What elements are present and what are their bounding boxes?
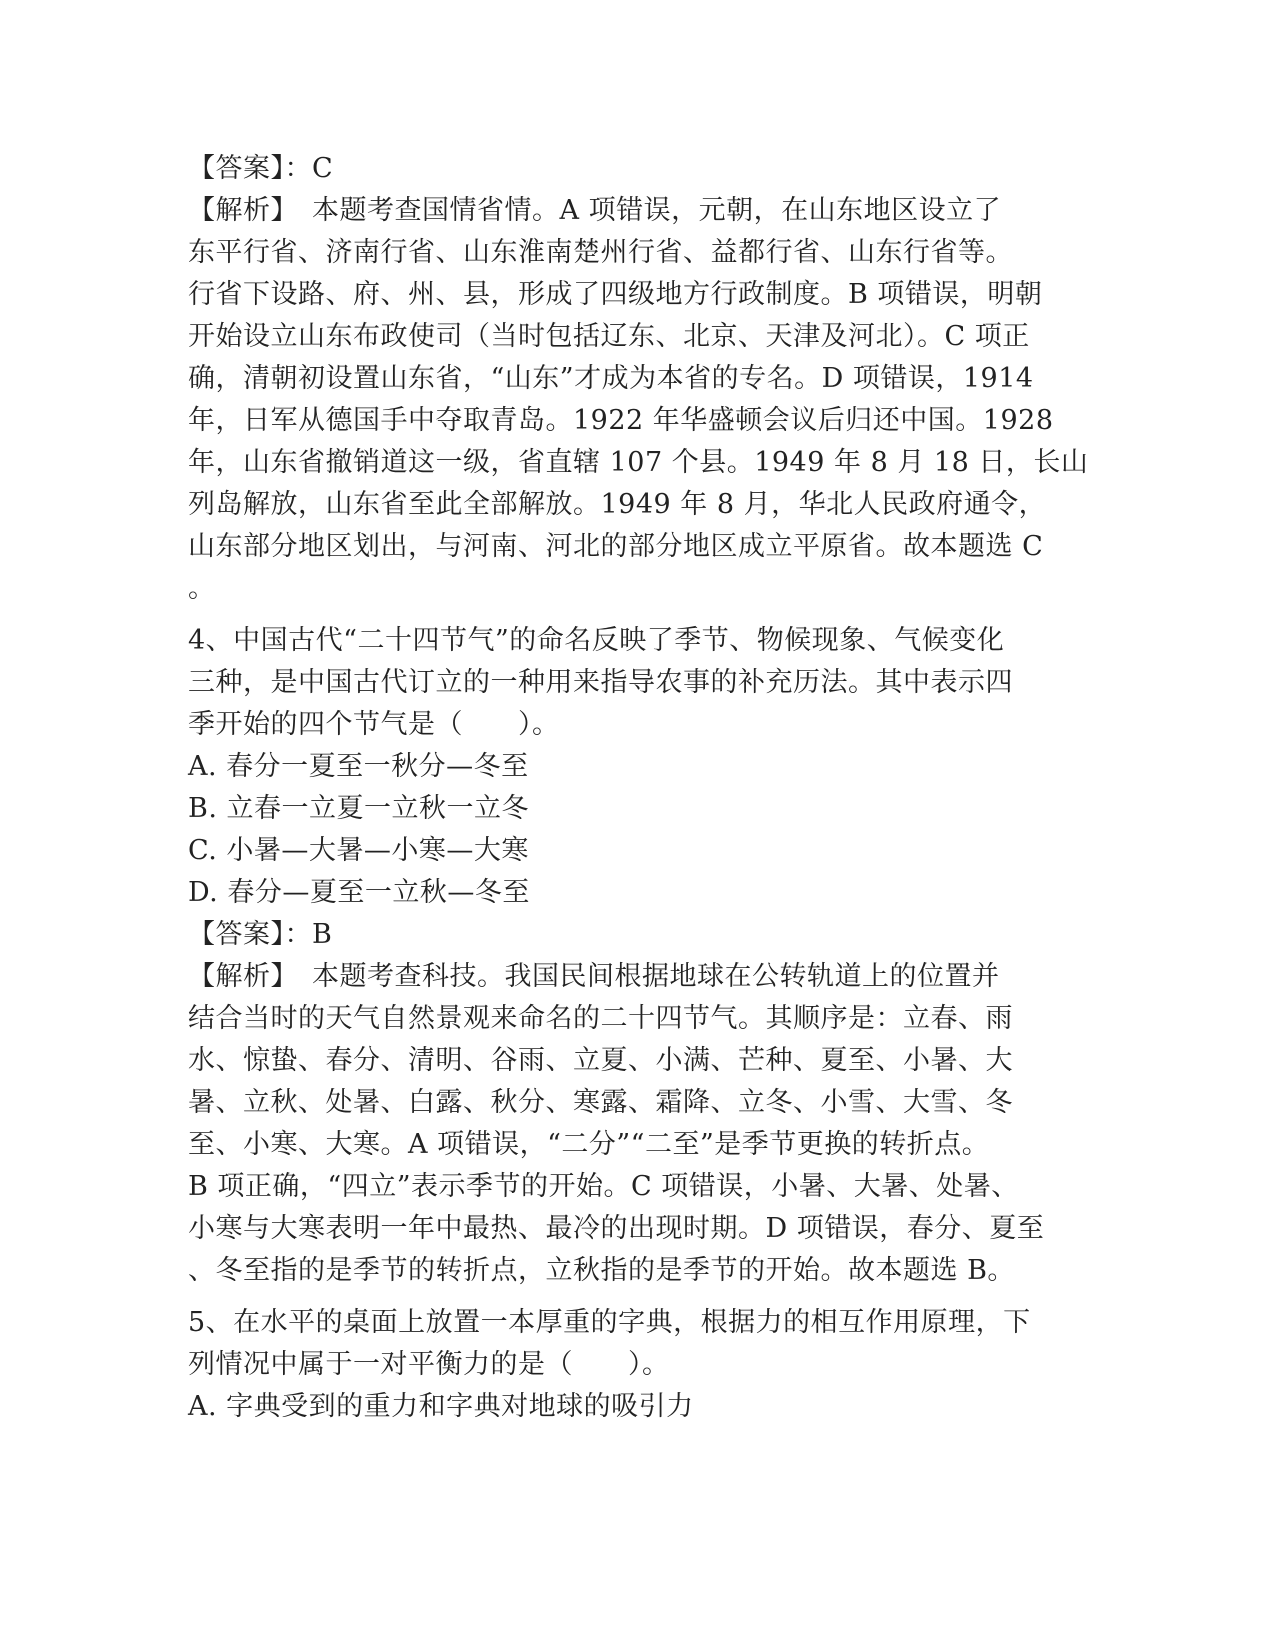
q3-analysis-line: 确，清朝初设置山东省，“山东”才成为本省的专名。D 项错误，1914 [188, 363, 1034, 394]
q3-analysis-line: 年，山东省撤销道这一级，省直辖 107 个县。1949 年 8 月 18 日，长山 [188, 447, 1089, 478]
q4-analysis-line: 、冬至指的是季节的转折点，立秋指的是季节的开始。故本题选 B。 [188, 1255, 1015, 1286]
q5-option-a: A. 字典受到的重力和字典对地球的吸引力 [188, 1391, 694, 1422]
q3-analysis-line: 列岛解放，山东省至此全部解放。1949 年 8 月，华北人民政府通令， [188, 489, 1047, 520]
q4-question-line: 三种，是中国古代订立的一种用来指导农事的补充历法。其中表示四 [188, 667, 1013, 698]
q3-analysis-line: 【解析】 本题考查国情省情。A 项错误，元朝，在山东地区设立了 [188, 195, 1002, 226]
q4-analysis-line: 【解析】 本题考查科技。我国民间根据地球在公转轨道上的位置并 [188, 961, 1000, 992]
page-content [188, 148, 1089, 1428]
q3-analysis-line: 开始设立山东布政使司（当时包括辽东、北京、天津及河北）。C 项正 [188, 321, 1030, 352]
q4-option-a: A. 春分一夏至一秋分—冬至 [188, 751, 529, 782]
q5-question-line: 列情况中属于一对平衡力的是（ ）。 [188, 1349, 670, 1380]
q3-analysis-line: 东平行省、济南行省、山东淮南楚州行省、益都行省、山东行省等。 [188, 237, 1013, 268]
q4-analysis-line: 小寒与大寒表明一年中最热、最冷的出现时期。D 项错误，春分、夏至 [188, 1213, 1045, 1244]
q3-analysis-line: 年，日军从德国手中夺取青岛。1922 年华盛顿会议后归还中国。1928 [188, 405, 1054, 436]
q4-option-d: D. 春分—夏至一立秋—冬至 [188, 877, 530, 908]
q4-analysis-line: B 项正确，“四立”表示季节的开始。C 项错误，小暑、大暑、处暑、 [188, 1171, 1019, 1202]
q5-question-line: 5、在水平的桌面上放置一本厚重的字典，根据力的相互作用原理，下 [188, 1307, 1031, 1338]
q4-analysis-line: 至、小寒、大寒。A 项错误，“二分”“二至”是季节更换的转折点。 [188, 1129, 990, 1160]
q4-analysis-line: 暑、立秋、处暑、白露、秋分、寒露、霜降、立冬、小雪、大雪、冬 [188, 1087, 1013, 1118]
q3-answer: 【答案】：C [188, 153, 334, 184]
q4-analysis-line: 水、惊蛰、春分、清明、谷雨、立夏、小满、芒种、夏至、小暑、大 [188, 1045, 1013, 1076]
q3-analysis-line: 行省下设路、府、州、县，形成了四级地方行政制度。B 项错误，明朝 [188, 279, 1043, 310]
q4-option-b: B. 立春一立夏一立秋一立冬 [188, 793, 530, 824]
q4-option-c: C. 小暑—大暑—小寒—大寒 [188, 835, 529, 866]
q3-analysis-line: 。 [188, 573, 216, 604]
spacer [188, 610, 1083, 620]
q4-question-line: 季开始的四个节气是（ ）。 [188, 709, 560, 740]
q4-analysis-line: 结合当时的天气自然景观来命名的二十四节气。其顺序是：立春、雨 [188, 1003, 1013, 1034]
q4-question-line: 4、中国古代“二十四节气”的命名反映了季节、物候现象、气候变化 [188, 625, 1005, 656]
spacer [188, 1292, 1083, 1302]
q3-analysis-line: 山东部分地区划出，与河南、河北的部分地区成立平原省。故本题选 C [188, 531, 1044, 562]
q4-answer: 【答案】：B [188, 919, 333, 950]
